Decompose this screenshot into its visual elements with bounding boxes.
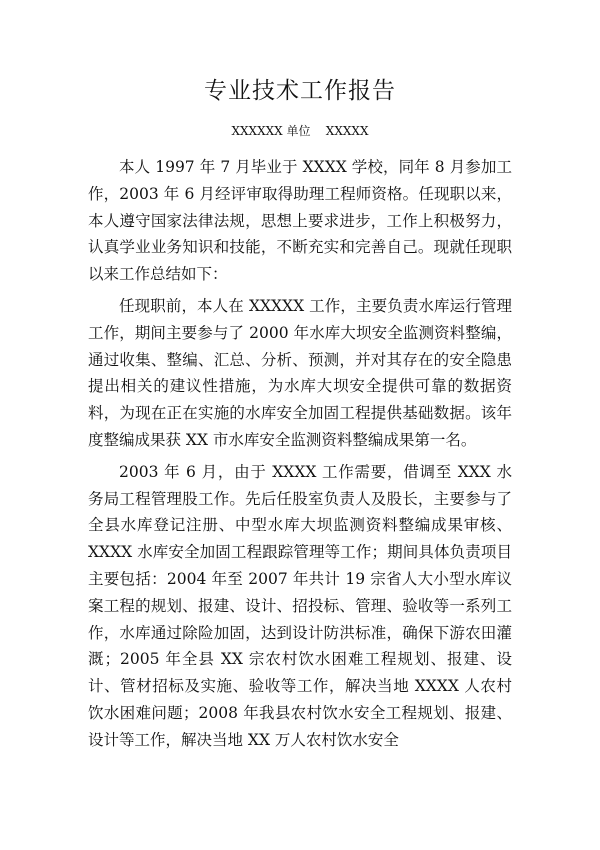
paragraph-3: 2003 年 6 月，由于 XXXX 工作需要，借调至 XXX 水务局工程管理股工作。先后任股室负责人及股长，主要参与了全县水库登记注册、中型水库大坝监测资料整编成果审核、XXXX 水库安全加固工程跟踪管理等工作；期间具体负责项目主要包括：2004 年至 2007 年共计 19 宗省人大小型水库议案工程的规划、报建、设计、招投标、管理、验收等一系列工作，水库通过除险加固，达到设计防洪标准，确保下游农田灌溉；2005 年全县 XX 宗农村饮水困难工程规划、报建、设计、管材招标及实施、验收等工作，解决当地 XXXX 人农村饮水困难问题；2008 年我县农村饮水安全工程规划、报建、设计等工作，解决当地 XX 万人农村饮水安全 — [88, 462, 512, 749]
document-subtitle: XXXXXX 单位 XXXXX — [231, 124, 369, 138]
document-body — [88, 154, 512, 754]
document-title: 专业技术工作报告 — [204, 78, 396, 104]
paragraph-1: 本人 1997 年 7 月毕业于 XXXX 学校，同年 8 月参加工作，2003 年 6 月经评审取得助理工程师资格。任现职以来，本人遵守国家法律法规，思想上要求进步，工作上积极努力，认真学业业务知识和技能，不断充实和完善自己。现就任现职以来工作总结如下： — [88, 158, 512, 284]
paragraph-2: 任现职前，本人在 XXXXX 工作，主要负责水库运行管理工作，期间主要参与了 2000 年水库大坝安全监测资料整编，通过收集、整编、汇总、分析、预测，并对其存在的安全隐患提出相关的建议性措施，为水库大坝安全提供可靠的数据资料，为现在正在实施的水库安全加固工程提供基础数据。该年度整编成果获 XX 市水库安全监测资料整编成果第一名。 — [88, 296, 512, 449]
